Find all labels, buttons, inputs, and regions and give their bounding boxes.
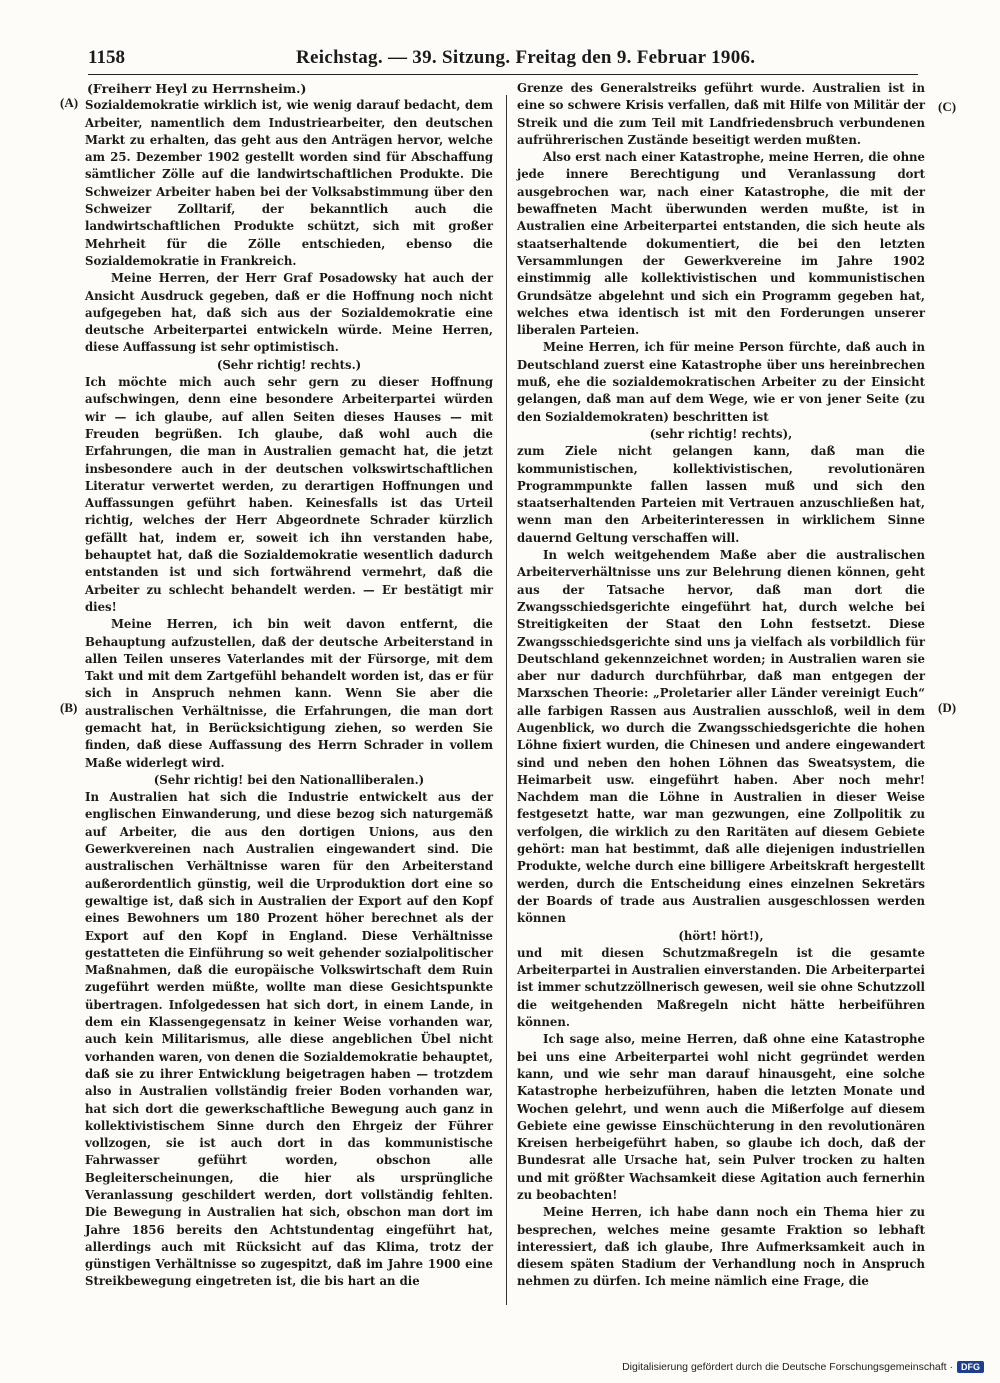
column-divider <box>506 95 507 1305</box>
margin-mark-a: (A) <box>60 95 79 110</box>
paragraph: In welch weitgehendem Maße aber die australischen Arbeiterverhältnisse uns zur Belehrung dienen können, geht aus der Tatsache hervor, daß man dort die Zwangsschiedsgerichte eingeführt hat, durch welche bei Streitigkeiten der Staat den Lohn festsetzt. Diese Zwangsschiedsgerichte sind uns ja vielfach als vorbildlich für Deutschland gekennzeichnet worden; in Australien waren sie aber nur dadurch durchführbar, daß man entgegen der Marxschen Theorie: „Proletarier aller Länder vereinigt Euch“ alle farbigen Rassen aus Australien ausschloß, weil in dem Augenblick, wo durch die Zwangsschiedsgerichte die hohen Löhne fixiert wurden, die Chinesen und andere eingewandert sind und neben den hohen Löhnen das Sweatsystem, die Heimarbeit usw. eingeführt haben. Aber noch mehr! Nachdem man die Löhne in Australien in dieser Weise festgesetzt hatte, war man gezwungen, eine Zollpolitik zu verfolgen, die wirklich zu den Raritäten auf diesem Gebiete gehört: man hat bestimmt, daß alle diejenigen industriellen Produkte, welche durch eine billigere Arbeitskraft hergestellt werden, durch die Entscheidung eines einzelnen Sekretärs der Boards of trade aus Australien ausgeschlossen werden können <box>517 548 925 926</box>
interjection: (hört! hört!), <box>678 928 764 943</box>
paragraph: Grenze des Generalstreiks geführt wurde. Australien ist in eine so schwere Krisis verfallen, daß mit Hilfe von Militär der Streik und die zum Teil mit Landfriedensbruch verbundenen aufrührerischen Zustände beseitigt werden mußten. <box>517 81 925 147</box>
interjection: (Sehr richtig! rechts.) <box>216 357 362 372</box>
margin-mark-b: (B) <box>60 700 78 715</box>
paragraph: In Australien hat sich die Industrie entwickelt aus der englischen Einwanderung, und diese bezog sich naturgemäß auf Arbeiter, die aus den dortigen Unions, aus den Gewerkvereinen nach Australien eingewandert sind. Die australischen Verhältnisse waren für den Arbeiterstand außerordentlich günstig, weil die Urproduktion dort eine so gewaltige ist, daß sich in Australien der Export auf den Kopf eines Bewohners um 180 Prozent höher berechnet als der Export auf den Kopf in England. Diese Verhältnisse gestatteten die Einführung so weit gehender sozialpolitischer Maßnahmen, daß die europäische Volkswirtschaft dem Ruin zugeführt werden müßte, wollte man diese Gesichtspunkte übertragen. Infolgedessen hat sich dort, in einem Lande, in dem ein Klassengegensatz in keiner Weise vorhanden war, auch kein Militarismus, alle diese angeblichen Übel nicht vorhanden waren, von denen die Sozialdemokratie behauptet, daß sie zu ihrer Entwicklung beigetragen haben — trotzdem also in Australien vollständig freier Boden vorhanden war, hat sich dort die gewerkschaftliche Bewegung auch ganz in kollektivistischem Sinne durch den Ehrgeiz der Führer vollzogen, sie ist auch dort in das kommunistische Fahrwasser geführt worden, obschon alle Begleiterscheinungen, die hier als ursprüngliche Veranlassung geschildert werden, dort vollständig fehlten. Die Bewegung in Australien hat sich, obschon man dort im Jahre 1856 bereits den Achtstundentag eingeführt hat, allerdings auch mit Rücksicht auf das Klima, trotz der günstigen Verhältnisse so zugespitzt, daß im Jahre 1900 eine Streikbewegung eingetreten ist, die bis hart an die <box>85 790 493 1289</box>
paragraph: Meine Herren, ich für meine Person fürchte, daß auch in Deutschland zuerst eine Katastrophe über uns hereinbrechen muß, ehe die sozialdemokratischen Arbeiter zu der Einsicht gelangen, daß man auf dem Wege, wie er von jener Seite (zu den Sozialdemokraten) beschritten ist <box>517 340 925 424</box>
margin-mark-d: (D) <box>938 700 957 715</box>
credit-text: Digitalisierung gefördert durch die Deutsche Forschungsgemeinschaft · <box>622 1361 953 1373</box>
interjection: (sehr richtig! rechts), <box>649 426 793 441</box>
paragraph: Ich sage also, meine Herren, daß ohne eine Katastrophe bei uns eine Arbeiterpartei wohl nicht gegründet werden kann, und wie sehr man darauf hinausgeht, eine solche Katastrophe herbeizuführen, haben die letzten Monate und Wochen gelehrt, und wenn auch die Mißerfolge auf diesem Gebiete eine gewisse Einschüchterung in den revolutionären Kreisen herbeigeführt haben, so glaube ich doch, daß der Bundesrat alle Ursache hat, sein Pulver trocken zu halten und mit größter Wachsamkeit diese Agitation auch fernerhin zu beobachten! <box>517 1032 925 1202</box>
speaker-attribution: (Freiherr Heyl zu Herrnsheim.) <box>87 81 307 96</box>
paragraph: Meine Herren, ich habe dann noch ein Thema hier zu besprechen, welches meine gesamte Fraktion so lebhaft interessiert, daß ich glaube, Ihre Aufmerksamkeit auch in diesem späten Stadium der Verhandlung noch in Anspruch nehmen zu dürfen. Ich meine nämlich eine Frage, die <box>517 1205 925 1289</box>
paragraph: Meine Herren, ich bin weit davon entfernt, die Behauptung aufzustellen, daß der deutsche Arbeiterstand in allen Teilen unseres Vaterlandes mit der Fürsorge, mit dem Takt und mit dem Zartgefühl behandelt worden ist, das er für sich in Anspruch nehmen kann. Wenn Sie aber die australischen Verhältnisse, die Erfahrungen, die man dort gemacht hat, in Berücksichtigung ziehen, so werden Sie finden, daß diese Auffassung des Herrn Schrader in vollem Maße widerlegt wird. <box>85 617 493 770</box>
page-header <box>88 44 918 75</box>
paragraph: und mit diesen Schutzmaßregeln ist die gesamte Arbeiterpartei in Australien einverstanden. Die Arbeiterpartei ist immer schutzzöllnerisch gewesen, weil sie ohne Schutzzoll die weitgehenden Maßregeln nicht hätte herbeiführen können. <box>517 945 925 1030</box>
right-column <box>517 80 925 1291</box>
paragraph: Meine Herren, der Herr Graf Posadowsky hat auch der Ansicht Ausdruck gegeben, daß er die Hoffnung noch nicht aufgegeben hat, daß sich aus der Sozialdemokratie eine deutsche Arbeiterpartei entwickeln würde. Meine Herren, diese Auffassung ist sehr optimistisch. <box>85 271 493 355</box>
digitization-credit <box>622 1359 984 1375</box>
running-title: Reichstag. — 39. Sitzung. Freitag den 9. Februar 1906. <box>296 47 756 68</box>
left-column <box>85 80 493 1291</box>
dfg-logo: DFG <box>957 1361 984 1373</box>
page-number: 1158 <box>88 47 125 68</box>
paragraph: Also erst nach einer Katastrophe, meine Herren, die ohne jede innere Berechtigung und Veranlassung dort ausgebrochen war, nach einer Katastrophe, die mit der bewaffneten Macht überwunden werden mußte, ist in Australien eine Arbeiterpartei entstanden, die sich heute als staatserhaltende dokumentiert, die bei den letzten Versammlungen der Gewerkvereine im Jahre 1902 einstimmig alle kollektivistischen und kommunistischen Grundsätze abgelehnt und sich ein Programm gegeben hat, welches etwa identisch ist mit den Forderungen unserer liberalen Parteien. <box>517 150 925 338</box>
interjection: (Sehr richtig! bei den Nationalliberalen.) <box>153 772 425 787</box>
paragraph: Sozialdemokratie wirklich ist, wie wenig darauf bedacht, dem Arbeiter, namentlich dem Industriearbeiter, den deutschen Markt zu erhalten, das geht aus den Anträgen hervor, welche am 25. Dezember 1902 gestellt worden sind für Abschaffung sämtlicher Zölle auf die landwirtschaftlichen Produkte. Die Schweizer Arbeiter haben bei der Volksabstimmung über den Schweizer Zolltarif, der bekanntlich auch die landwirtschaftlichen Produkte schützt, sich mit großer Mehrheit für die Zölle entschieden, ebenso die Sozialdemokratie in Frankreich. <box>85 98 493 268</box>
margin-mark-c: (C) <box>938 99 957 114</box>
paragraph: Ich möchte mich auch sehr gern zu dieser Hoffnung aufschwingen, denn eine besondere Arbeiterpartei würden wir — ich glaube, auf allen Seiten dieses Hauses — mit Freuden begrüßen. Ich glaube, daß wohl auch die Erfahrungen, die man in Australien gemacht hat, die jetzt insbesondere auch in der deutschen volkswirtschaftlichen Literatur verwertet werden, zu derartigen Hoffnungen und Auffassungen geführt haben. Keinesfalls ist das Urteil richtig, welches der Herr Abgeordnete Schrader kürzlich gefällt hat, indem er, soweit ich ihn verstanden habe, behauptet hat, daß die Sozialdemokratie wesentlich dadurch entstanden ist und sich fortwährend vermehrt, daß die Arbeiter zu schlecht behandelt werden. — Er bestätigt mir dies! <box>85 375 493 614</box>
paragraph: zum Ziele nicht gelangen kann, daß man die kommunistischen, kollektivistischen, revolutionären Programmpunkte fallen lassen muß und sich den staatserhaltenden Parteien mit Vertrauen anzuschließen hat, wenn man den Arbeiterinteressen in wirklichem Sinne dauernd Geltung verschaffen will. <box>517 444 925 545</box>
